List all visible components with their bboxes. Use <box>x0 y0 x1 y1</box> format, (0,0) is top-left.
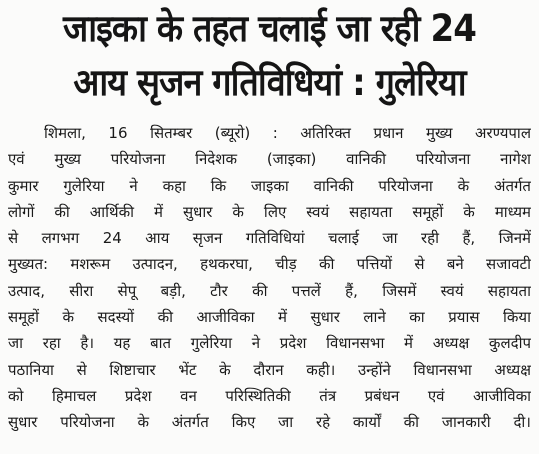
article-body <box>8 120 531 436</box>
headline-line-1: जाइका के तहत चलाई जा रही 24 <box>62 7 477 50</box>
body-line-9: जा रहा है। यह बात गुलेरिया ने प्रदेश विधानसभा में अध्यक्ष कुलदीप <box>8 334 531 353</box>
headline-line-2: आय सृजन गतिविधियां : गुलेरिया <box>73 61 466 104</box>
body-line-8: समूहों के सदस्यों की आजीविका में सुधार लाने का प्रयास किया <box>8 308 531 327</box>
body-line-6: मुख्यत: मशरूम उत्पादन, हथकरघा, चीड़ की पत्तियों से बने सजावटी <box>8 255 531 274</box>
body-line-1: शिमला, 16 सितम्बर (ब्यूरो) : अतिरिक्त प्रधान मुख्य अरण्यपाल <box>44 124 531 142</box>
body-line-4: लोगों की आर्थिकी में सुधार के लिए स्वयं सहायता समूहों के माध्यम <box>8 202 531 221</box>
body-line-2: एवं मुख्य परियोजना निदेशक (जाइका) वानिकी परियोजना नागेश <box>8 150 531 169</box>
body-line-3: कुमार गुलेरिया ने कहा कि जाइका वानिकी परियोजना के अंतर्गत <box>8 176 531 195</box>
body-line-5: से लगभग 24 आय सृजन गतिविधियां चलाई जा रही हैं, जिनमें <box>8 229 531 248</box>
body-line-10: पठानिया से शिष्टाचार भेंट के दौरान कही। उन्होंने विधानसभा अध्यक्ष <box>8 360 531 379</box>
body-line-12: सुधार परियोजना के अंतर्गत किए जा रहे कार्यों की जानकारी दी। <box>8 413 531 432</box>
body-line-11: को हिमाचल प्रदेश वन परिस्थितिकी तंत्र प्रबंधन एवं आजीविका <box>8 386 531 405</box>
body-line-7: उत्पाद, सीरा सेपू बड़ी, टौर की पत्तलें हैं, जिसमें स्वयं सहायता <box>8 281 531 300</box>
